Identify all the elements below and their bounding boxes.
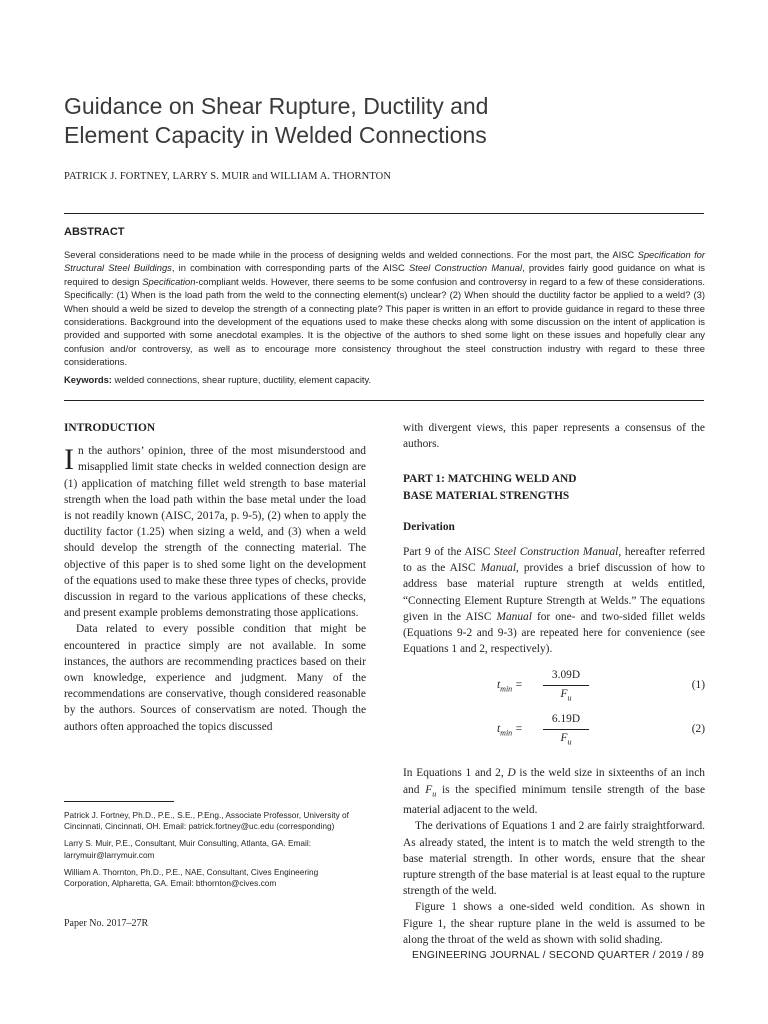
abstract-text: Several considerations need to be made while in the process of designing welds and welded connections. For the most part, the AISC Specification for Structural Steel Buildings, in combination with corresponding parts of the AISC Steel Construction Manual, provides fairly good guidance on what is required to design Specification-compliant welds. However, there seems to be some confusion and controversy in regard to a few of these considerations. Specifically: (1) When is the load path from the weld to the connecting element(s) unclear? (2) When should the ductility factor be applied to a weld? (3) When should a weld be sized to develop the strength of a connecting plate? This paper is written in an effort to provide guidance in regard to these three considerations. Background into the development of the equations used to make these checks along with some discussion on the intent of application is provided and supported with some anecdotal examples. It is the objective of the authors to shed some light on these issues and hopefully clear any confusion and/or controversy, as well as to encourage more consistency throughout the steel construction industry with regard to these three considerations. xyxy=(64,249,706,368)
left-column xyxy=(64,420,366,735)
equation-2-lhs: $t_{min}$ = xyxy=(497,723,523,738)
abstract-heading: ABSTRACT xyxy=(64,226,125,238)
paper-title xyxy=(64,92,704,150)
paper-number: Paper No. 2017–27R xyxy=(64,918,149,929)
footnote-muir: Larry S. Muir, P.E., Consultant, Muir Consulting, Atlanta, GA. Email: larrymuir@larrymuir.com xyxy=(64,838,312,860)
derivation-paragraph: Part 9 of the AISC Steel Construction Manual, hereafter referred to as the AISC Manual, provides a brief discussion of how to address base material rupture strength at welds entitled, “Connecting Element Rupture Strength at Welds.” The equations given in the AISC Manual for one- and two-sided fillet welds (Equations 9-2 and 9-3) are repeated here for convenience (see Equations 1 and 2, respectively). xyxy=(403,546,706,656)
keywords xyxy=(64,374,371,385)
journal-footer: ENGINEERING JOURNAL / SECOND QUARTER / 2019 / 89 xyxy=(412,950,704,961)
equation-1-number: (1) xyxy=(691,679,705,692)
introduction-heading: INTRODUCTION xyxy=(64,422,156,434)
variables-paragraph: In Equations 1 and 2, D is the weld size in sixteenths of an inch and $F_u$ is the specified minimum tensile strength of the base material adjacent to the weld. xyxy=(403,767,706,817)
author-footnotes xyxy=(64,810,366,895)
equation-1-fraction: $\frac{3.09D}{F_u}$ xyxy=(543,667,589,706)
equation-1-lhs: $t_{min}$ = xyxy=(497,679,523,694)
title-line-1: Guidance on Shear Rupture, Ductility and xyxy=(64,93,489,119)
intro-paragraph-1: In the authors’ opinion, three of the most misunderstood and misapplied limit state checks in welded connection design are (1) application of matching fillet weld strength to base material strength when the load path within the base metal under the load is not readily known (AISC, 2017a, p. 9-5), (2) when to apply the ductility factor (1.25) when sizing a weld, and (3) when a weld should develop the strength of the connecting material. The objective of this paper is to shed some light on the development of the equations used to make these three types of checks, provide discussion in regard to the various applications of these checks, and present example problems demonstrating those applications. xyxy=(64,443,366,620)
equation-2-number: (2) xyxy=(691,723,705,736)
part1-heading: PART 1: MATCHING WELD AND BASE MATERIAL STRENGTHS xyxy=(403,473,577,502)
author-list: PATRICK J. FORTNEY, LARRY S. MUIR and WILLIAM A. THORNTON xyxy=(64,171,392,182)
footnote-thornton: William A. Thornton, Ph.D., P.E., NAE, Consultant, Cives Engineering Corporation, Alpharetta, GA. Email: bthornton@cives.com xyxy=(64,866,319,889)
footnote-divider xyxy=(64,801,174,802)
figure-reference-paragraph: Figure 1 shows a one-sided weld condition. As shown in Figure 1, the shear rupture plane in the weld is assumed to be along the throat of the weld as shown with solid shading. xyxy=(403,901,705,946)
intro-paragraph-2: Data related to every possible condition that might be encountered in practice simply are not available. In some instances, the authors are recommending practices based on their own knowledge, experience and judgment. Many of the recommendations are conservative, though considered reasonable by the authors. Sources of conservatism are noted. Though the authors often approached the topics discussed xyxy=(64,623,366,733)
keywords-label: Keywords: xyxy=(64,374,112,385)
title-line-2: Element Capacity in Welded Connections xyxy=(64,122,487,148)
top-divider xyxy=(64,213,704,214)
equation-1 xyxy=(403,667,705,703)
derivation-heading: Derivation xyxy=(403,520,455,533)
derivation-explanation-paragraph: The derivations of Equations 1 and 2 are fairly straightforward. As already stated, the intent is to match the weld strength to the base material strength. In other words, ensure that the shear rupture strength of the base material is at least equal to the rupture strength of the weld. xyxy=(403,820,705,898)
equation-2-fraction: $\frac{6.19D}{F_u}$ xyxy=(543,711,589,750)
keywords-list: welded connections, shear rupture, ductility, element capacity. xyxy=(111,374,372,385)
right-column xyxy=(403,420,705,948)
abstract-divider xyxy=(64,400,704,401)
footnote-fortney: Patrick J. Fortney, Ph.D., P.E., S.E., P.Eng., Associate Professor, University of Cincinnati, Cincinnati, OH. Email: patrick.fortney@uc.edu (corresponding) xyxy=(64,810,349,832)
equation-2 xyxy=(403,711,705,747)
continued-paragraph: with divergent views, this paper represents a consensus of the authors. xyxy=(403,422,705,451)
drop-cap: I xyxy=(64,443,74,477)
